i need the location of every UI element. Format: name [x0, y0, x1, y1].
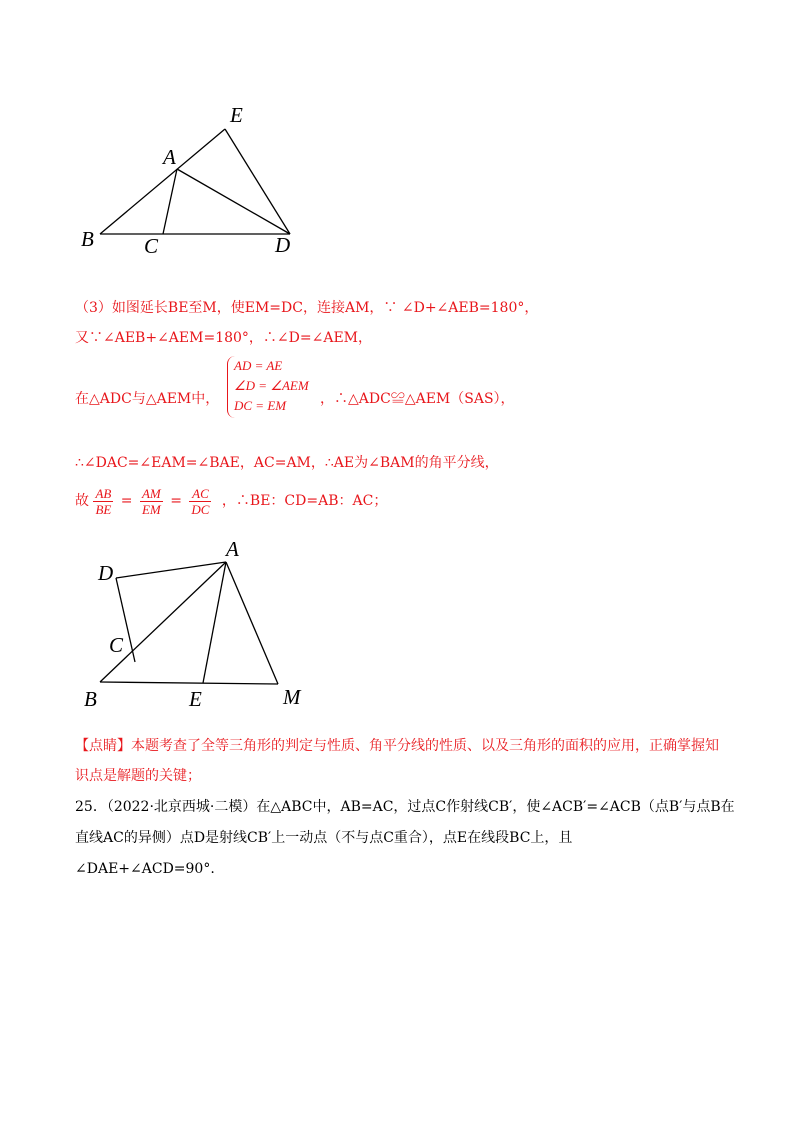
label-b: B: [84, 687, 97, 711]
label-a: A: [226, 537, 239, 561]
label-m: M: [283, 685, 301, 709]
solution-line-5-prefix: 故: [75, 493, 89, 509]
equation-system: [227, 356, 324, 418]
system-eq-3: DC = EM: [234, 398, 287, 413]
label-d: D: [275, 233, 291, 257]
solution-line-3-prefix: 在△ADC与△AEM中，: [75, 391, 220, 407]
problem-line-1: 25．（2022·北京西城·二模）在△ABC中，AB=AC，过点C作射线CB′，使∠ACB′=∠ACB（点B′与点B在: [75, 799, 735, 815]
solution-line-2: 又∵∠AEB+∠AEM=180°，∴∠D=∠AEM，: [75, 330, 373, 346]
fraction-ab-be: $\frac{AB}{BE}$: [95, 485, 112, 517]
label-e: E: [230, 103, 243, 127]
fraction-ac-dc: $\frac{AC}{DC}$: [191, 485, 210, 517]
comment-text: 本题考查了全等三角形的判定与性质、角平分线的性质、以及三角形的面积的应用，正确掌握知: [131, 738, 719, 754]
figure2-svg: [80, 537, 320, 711]
segment-ed: [225, 129, 290, 234]
segment-am: [226, 562, 278, 684]
solution-line-4: ∴∠DAC=∠EAM=∠BAE，AC=AM，∴AE为∠BAM的角平分线，: [75, 455, 499, 471]
label-b: B: [81, 227, 94, 251]
system-eq-2: ∠D = ∠AEM: [234, 378, 309, 393]
solution-line-5-suffix: ，∴BE：CD=AB：AC；: [221, 493, 388, 509]
label-a: A: [163, 145, 176, 169]
system-eq-1: AD = AE: [234, 358, 283, 373]
equals-sign: =: [170, 493, 182, 509]
label-d: D: [98, 561, 114, 585]
figure-triangle-abcde: [70, 100, 330, 260]
segment-ad: [177, 169, 290, 234]
equals-sign: =: [120, 493, 133, 509]
figure1-svg: [70, 100, 330, 260]
problem-line-2: 直线AC的异侧）点D是射线CB′上一动点（不与点C重合），点E在线段BC上，且: [75, 830, 573, 846]
comment-line-1: [75, 736, 719, 756]
segment-da: [116, 562, 226, 578]
solution-line-5: [75, 484, 387, 518]
figure-quadrilateral-dabm: [80, 537, 320, 711]
label-e: E: [189, 687, 202, 711]
fraction-am-em: $\frac{AM}{EM}$: [141, 485, 161, 517]
label-c: C: [144, 234, 159, 258]
segment-bm: [100, 682, 278, 684]
solution-line-1: （3）如图延长BE至M，使EM=DC，连接AM，∵ ∠D+∠AEB=180°，: [75, 300, 539, 316]
problem-line-3: ∠DAE+∠ACD=90°.: [75, 861, 215, 877]
comment-line-2: 识点是解题的关键；: [75, 768, 201, 784]
comment-tag: 【点睛】: [75, 738, 131, 754]
solution-line-3-suffix: ，∴△ADC≌△AEM（SAS），: [320, 391, 515, 407]
label-c: C: [109, 633, 124, 657]
